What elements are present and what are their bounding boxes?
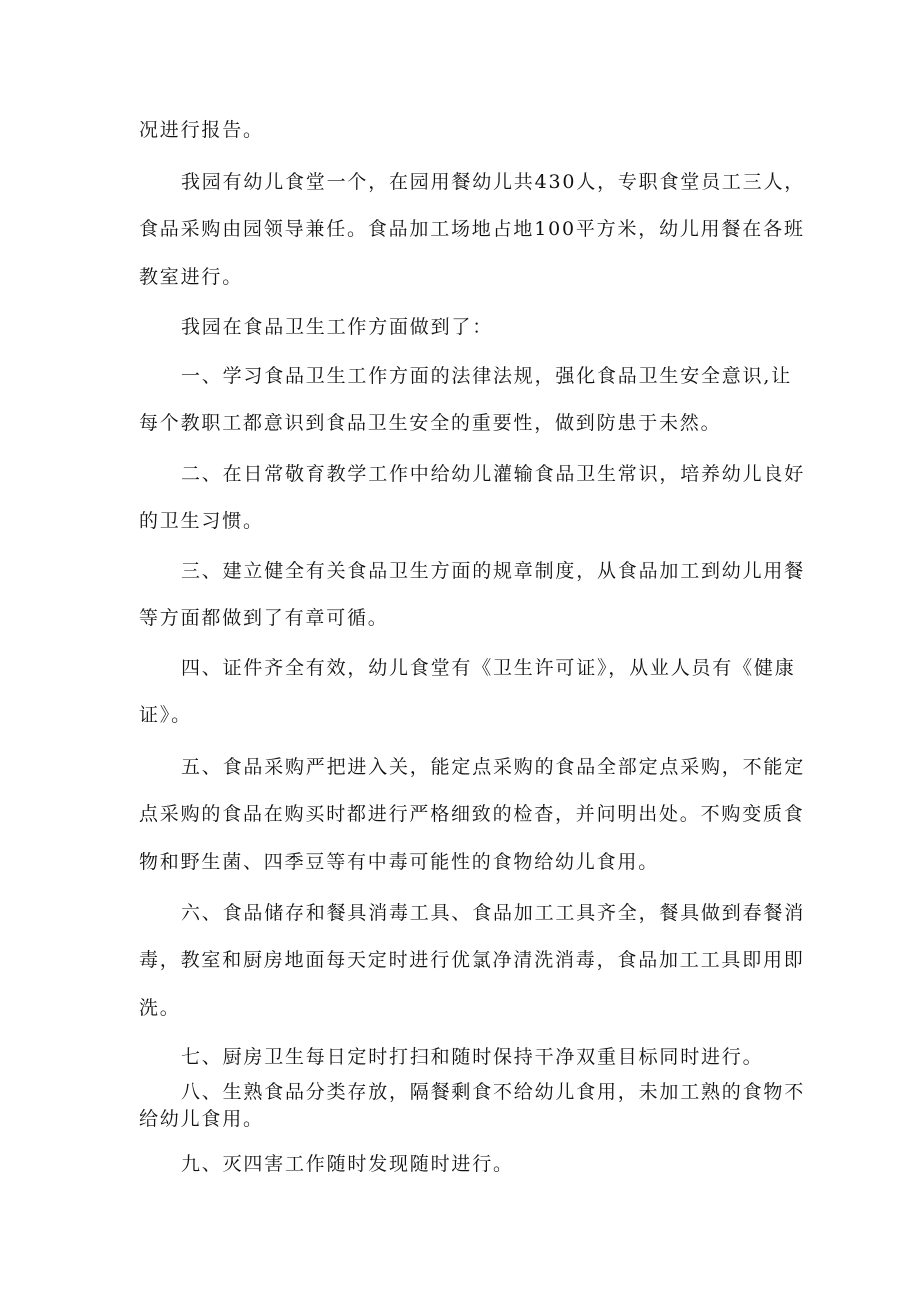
text-line: 食品采购由园领导兼任。食品加工场地占地100平方米，幼儿用餐在各班 [139,218,805,240]
paragraph-line: 六、食品储存和餐具消毒工具、食品加工工具齐全，餐具做到春餐消 [181,902,806,924]
paragraph-line: 我园在食品卫生工作方面做到了： [181,316,494,338]
paragraph-line: 四、证件齐全有效，幼儿食堂有《卫生许可证》，从业人员有《健康 [181,657,796,679]
paragraph-line: 二、在日常敬育教学工作中给幼儿灌输食品卫生常识，培养幼儿良好 [181,463,806,485]
text-line: 点采购的食品在购买时都进行严格细致的检杳，并问明出处。不购变质食 [139,803,805,825]
text-line: 证》。 [139,704,192,726]
text-line: 等方面都做到了有章可循。 [139,607,389,629]
text-line: 毒，教室和厨房地面每天定时进行优氯净清洗消毒，食品加工工具即用即 [139,949,805,971]
paragraph-line: 九、灭四害工作随时发现随时进行。 [181,1153,514,1175]
text-line: 的卫生习惯。 [139,510,264,532]
text-line: 给幼儿食用。 [139,1108,264,1130]
paragraph-line: 我园有幼儿食堂一个，在园用餐幼儿共430人，专职食堂员工三人， [181,171,806,193]
paragraph-line: 七、厨房卫生每日定时打扫和随时保持干净双重目标同时进行。 [181,1046,764,1068]
text-line: 况进行报告。 [139,119,264,141]
paragraph-line: 五、食品采购严把进入关，能定点采购的食品全部定点采购，不能定 [181,756,806,778]
text-line: 每个教职工都意识到食品卫生安全的重要性，做到防患于未然。 [139,412,722,434]
text-line: 洗。 [139,997,181,1019]
paragraph-line: 三、建立健全有关食品卫生方面的规章制度，从食品加工到幼儿用餐 [181,560,806,582]
text-line: 物和野生菌、四季豆等有中毒可能性的食物给幼儿食用。 [139,851,660,873]
paragraph-line: 一、学习食品卫生工作方面的法律法规，强化食品卫生安全意识,让 [181,365,793,387]
text-line: 教室进行。 [139,266,244,288]
paragraph-line: 八、生熟食品分类存放，隔餐剩食不给幼儿食用，未加工熟的食物不 [181,1081,806,1103]
